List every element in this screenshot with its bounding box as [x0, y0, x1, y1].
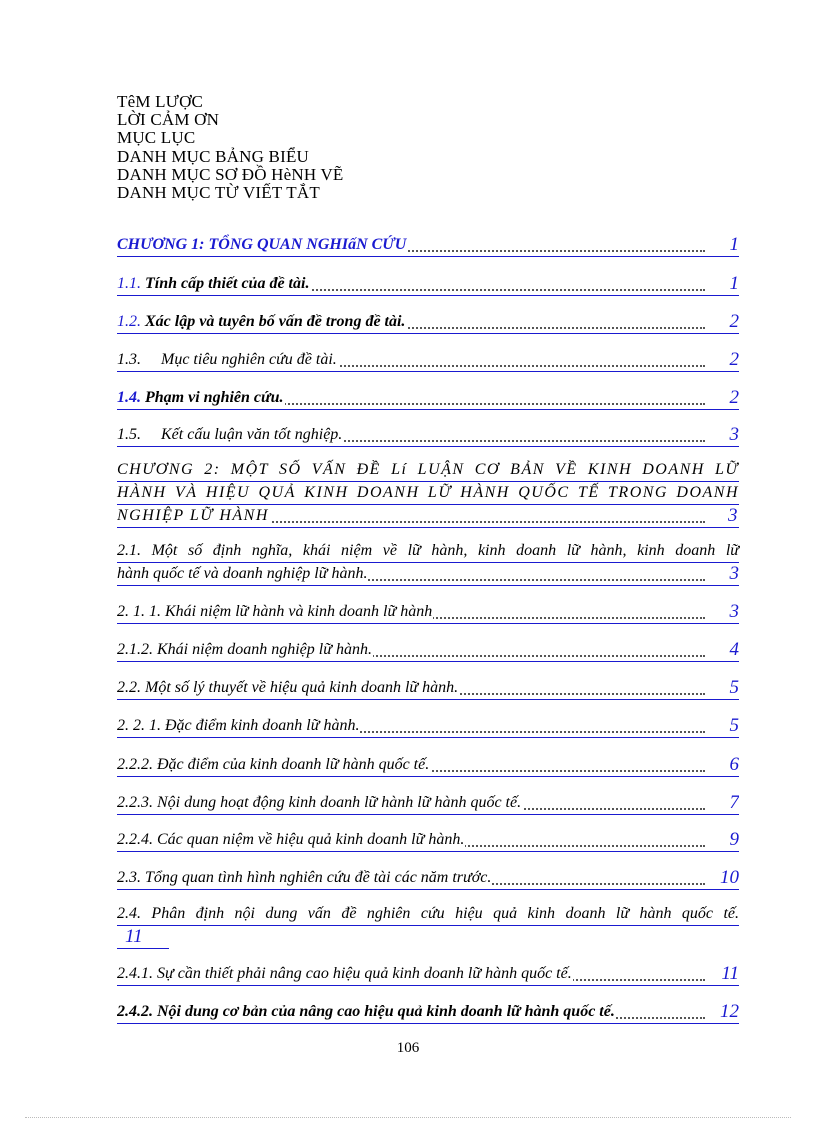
toc-entry-text: 2.2. Một số lý thuyết về hiệu quả kinh doanh lữ hành.	[117, 679, 459, 696]
toc-entry-2-2-3[interactable]	[117, 792, 739, 815]
toc-page-number: 7	[729, 792, 739, 813]
toc-page-number: 5	[729, 677, 739, 698]
toc-entry-text: 2.4.2. Nội dung cơ bản của nâng cao hiệu quả kinh doanh lữ hành quốc tế.	[117, 1003, 615, 1020]
toc-entry-text-line: HÀNH VÀ HIỆU QUẢ KINH DOANH LỮ HÀNH QUỐC TẾ TRONG DOANH	[117, 482, 739, 505]
toc-page-number: 12	[720, 1001, 739, 1022]
toc-entry-2-2-4[interactable]	[117, 829, 739, 852]
toc-entry-text: CHƯƠNG 1: TỔNG QUAN NGHIấN CỨU	[117, 236, 407, 253]
toc-page-number: 2	[729, 349, 739, 370]
toc-entry-text-line: hành quốc tế và doanh nghiệp lữ hành.	[117, 565, 368, 582]
toc-page-number: 2	[729, 387, 739, 408]
toc-entry-1-2[interactable]	[117, 311, 739, 334]
toc-entry-1-5[interactable]	[117, 424, 739, 447]
toc-entry-chapter-1[interactable]	[117, 234, 739, 257]
toc-entry-2-2-1[interactable]	[117, 715, 739, 738]
toc-entry-text: Phạm vi nghiên cứu.	[145, 389, 284, 406]
toc-entry-text: 2.4.1. Sự cần thiết phải nâng cao hiệu quả kinh doanh lữ hành quốc tế.	[117, 965, 572, 982]
front-matter-list	[117, 93, 344, 202]
front-matter-item: TêM LƯỢC	[117, 92, 204, 111]
toc-entry-2-3[interactable]	[117, 867, 739, 890]
toc-entry-text: 2. 1. 1. Khái niệm lữ hành và kinh doanh lữ hành	[117, 603, 433, 620]
front-matter-item: DANH MỤC TỪ VIẾT TẮT	[117, 183, 320, 203]
toc-entry-text: 2.4. Phân định nội dung vấn đề nghiên cứu hiệu quả kinh doanh lữ hành quốc tế.	[117, 903, 739, 926]
toc-page-number: 11	[721, 963, 739, 984]
toc-entry-text: 1.5. Kết cấu luận văn tốt nghiệp.	[117, 426, 343, 443]
toc-entry-1-1[interactable]	[117, 273, 739, 296]
front-matter-item: LỜI CẢM ƠN	[117, 110, 220, 130]
toc-entry-2-4-2[interactable]	[117, 1001, 739, 1024]
toc-entry-text: 2.3. Tổng quan tình hình nghiên cứu đề tài các năm trước.	[117, 869, 492, 886]
toc-page-number: 2	[729, 311, 739, 332]
toc-page-number: 3	[729, 601, 739, 622]
front-matter-item: DANH MỤC BẢNG BIỂU	[117, 146, 310, 166]
toc-page-number: 3	[728, 505, 739, 526]
toc-page-number: 1	[729, 273, 739, 294]
toc-entry-text: Tính cấp thiết của đề tài.	[145, 275, 310, 292]
toc-entry-2-4-1[interactable]	[117, 963, 739, 986]
toc-entry-text: 1.3. Mục tiêu nghiên cứu đề tài.	[117, 351, 337, 368]
toc-entry-2-1[interactable]	[117, 540, 739, 586]
page-bottom-divider	[25, 1117, 791, 1118]
toc-entry-text: 2.2.3. Nội dung hoạt động kinh doanh lữ hành lữ hành quốc tế.	[117, 794, 522, 811]
toc-page-number: 5	[729, 715, 739, 736]
front-matter-item: MỤC LỤC	[117, 128, 196, 148]
toc-page-number: 3	[729, 563, 739, 584]
toc-entry-2-2[interactable]	[117, 677, 739, 700]
toc-entry-text-line: NGHIỆP LỮ HÀNH	[117, 507, 269, 524]
toc-entry-1-4[interactable]	[117, 387, 739, 410]
toc-page-number: 1	[729, 234, 739, 255]
toc-entry-2-4[interactable]	[117, 903, 739, 949]
toc-entry-text-line: CHƯƠNG 2: MỘT SỐ VẤN ĐỀ Lí LUẬN CƠ BẢN VỀ KINH DOANH LỮ	[117, 459, 739, 482]
toc-page-number: 10	[720, 867, 739, 888]
toc-page-number: 9	[729, 829, 739, 850]
toc-entry-text: 2. 2. 1. Đặc điểm kinh doanh lữ hành.	[117, 717, 360, 734]
toc-entry-text: 2.2.4. Các quan niệm về hiệu quả kinh doanh lữ hành.	[117, 831, 465, 848]
toc-entry-text: 2.2.2. Đặc điểm của kinh doanh lữ hành quốc tế.	[117, 756, 430, 773]
toc-entry-1-3[interactable]	[117, 349, 739, 372]
toc-entry-2-1-1[interactable]	[117, 601, 739, 624]
toc-page-number: 6	[729, 754, 739, 775]
toc-entry-text-line: 2.1. Một số định nghĩa, khái niệm về lữ hành, kinh doanh lữ hành, kinh doanh lữ	[117, 540, 739, 563]
toc-entry-2-2-2[interactable]	[117, 754, 739, 777]
toc-entry-number: 1.1.	[117, 275, 141, 292]
toc-page-number: 4	[729, 639, 739, 660]
toc-entry-chapter-2[interactable]	[117, 459, 739, 528]
front-matter-item: DANH MỤC SƠ ĐỒ HèNH VẼ	[117, 164, 344, 184]
page-number: 106	[396, 1040, 420, 1056]
toc-entry-text: 2.1.2. Khái niệm doanh nghiệp lữ hành.	[117, 641, 372, 658]
toc-page-number: 3	[729, 424, 739, 445]
toc-page-number: 11	[117, 926, 144, 947]
toc-entry-number: 1.4.	[117, 389, 141, 406]
toc-entry-2-1-2[interactable]	[117, 639, 739, 662]
toc-entry-text: Xác lập và tuyên bố vấn đề trong đề tài.	[145, 313, 406, 330]
toc-entry-number: 1.2.	[117, 313, 141, 330]
